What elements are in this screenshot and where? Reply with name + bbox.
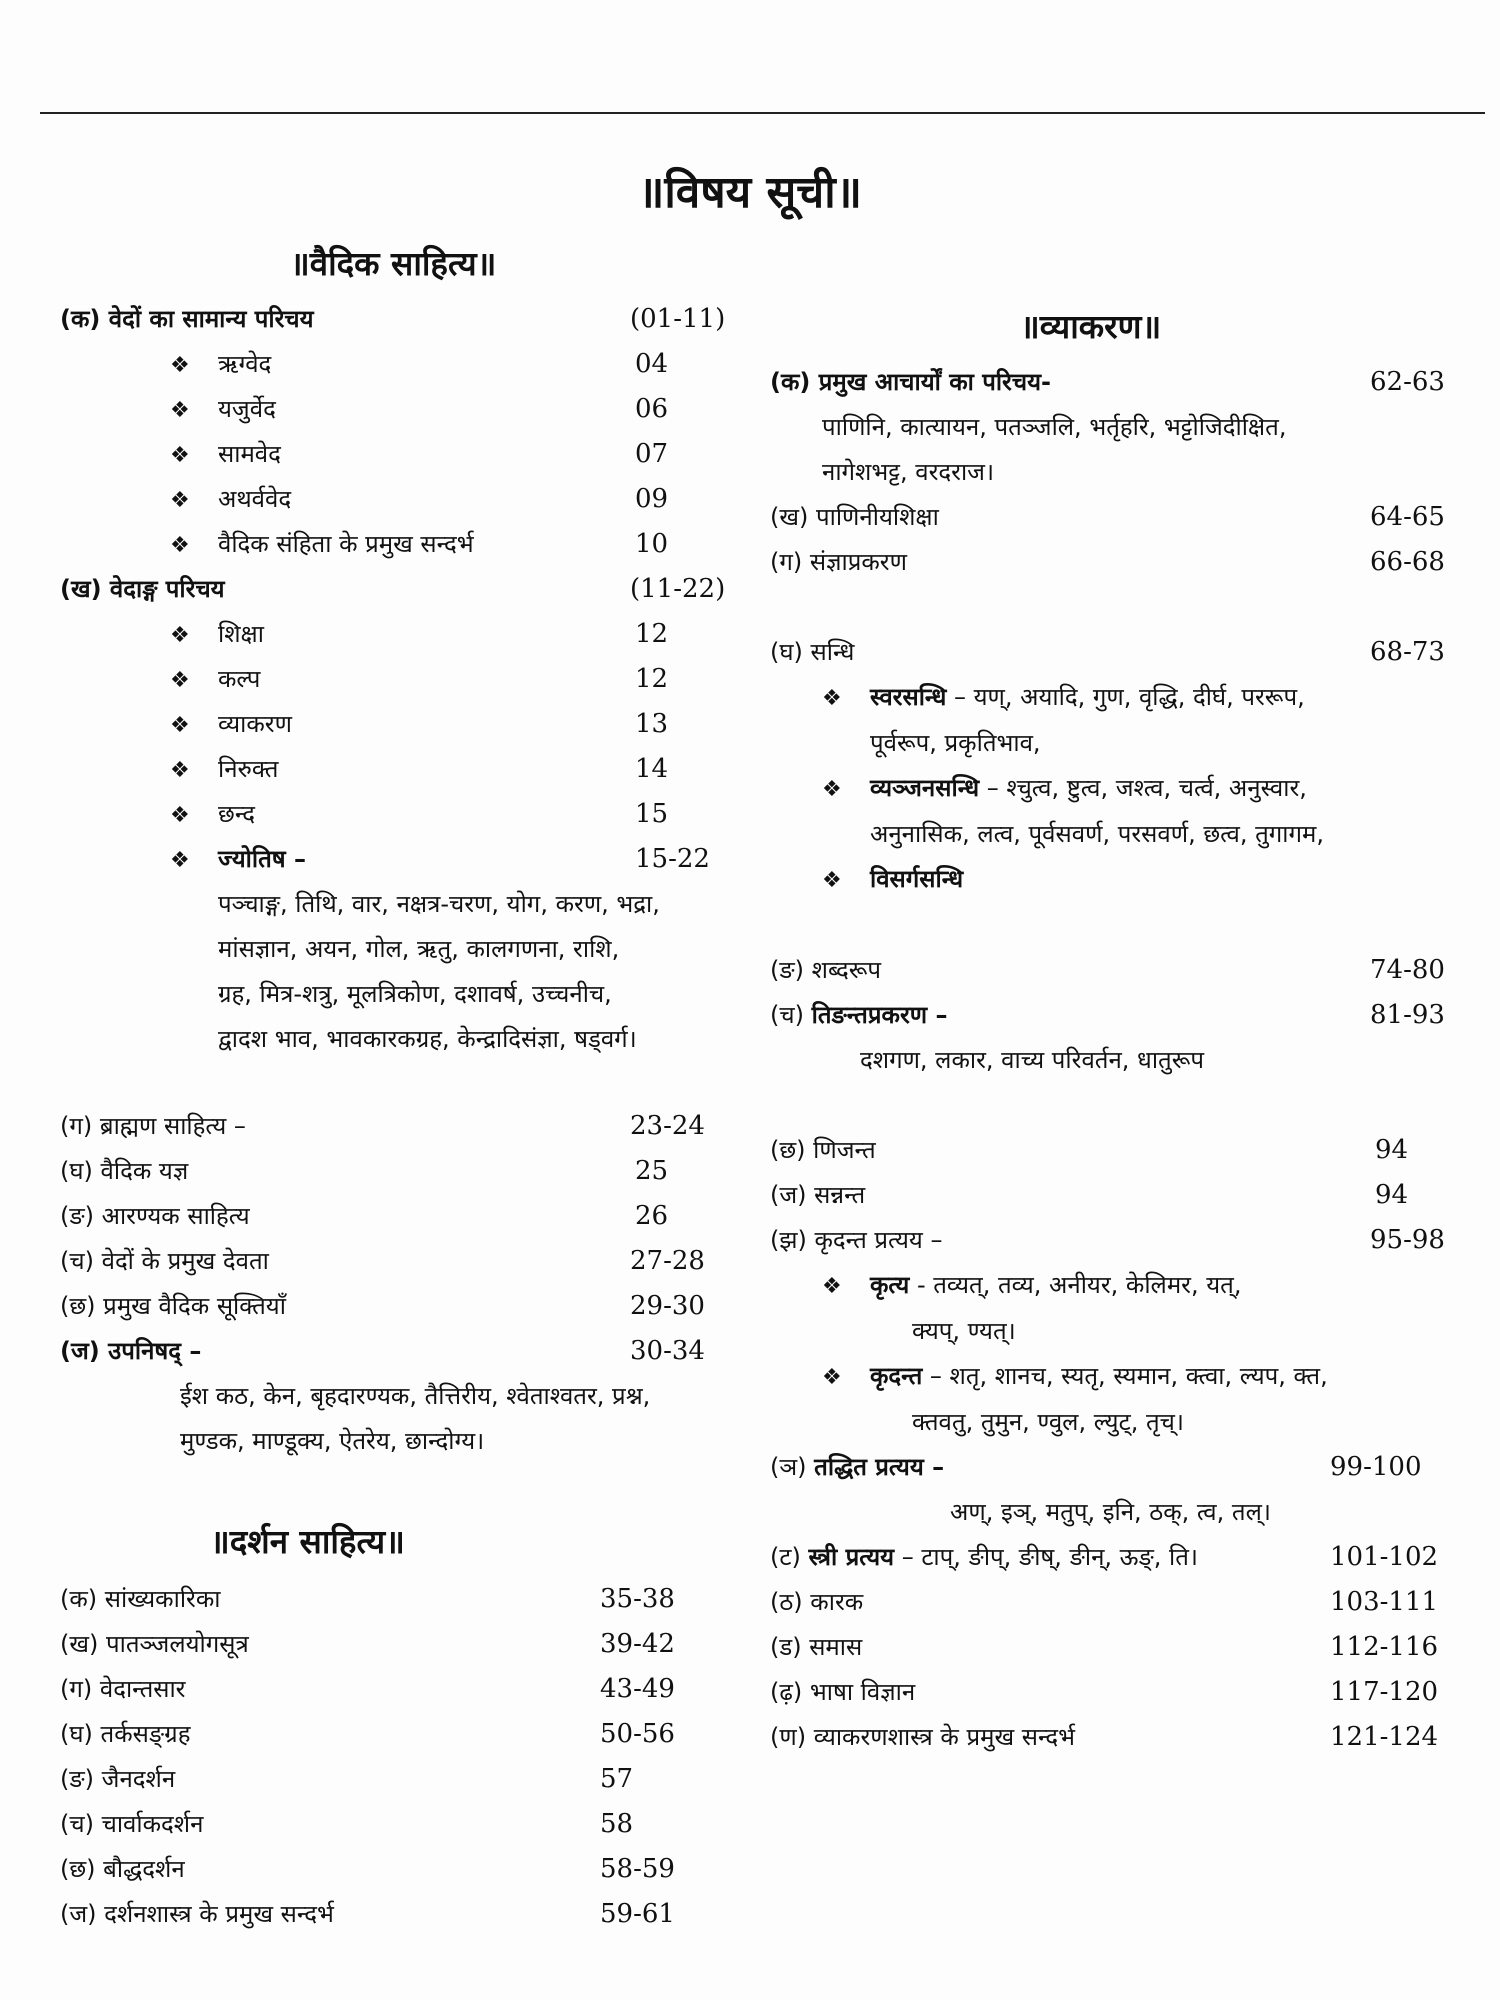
toc-row[interactable] [60,297,726,342]
toc-label: व्याकरण [218,710,292,738]
toc-row[interactable] [60,1802,700,1847]
toc-row[interactable] [60,1757,700,1802]
toc-row[interactable] [60,1329,720,1374]
darshan-column [60,1577,700,1937]
toc-subrow[interactable] [60,387,720,432]
diamond-bullet-icon: ❖ [822,1365,842,1390]
toc-subrow[interactable] [60,837,720,882]
toc-row[interactable] [60,1239,720,1284]
toc-pages: 43-49 [600,1674,675,1704]
toc-pages: 117-120 [1330,1677,1439,1707]
toc-prefix: (ञ) [770,1453,815,1481]
toc-row[interactable] [60,1667,700,1712]
topic-name: कृदन्त [870,1362,923,1390]
toc-row[interactable] [60,1149,720,1194]
detail-line: दशगण, लकार, वाच्य परिवर्तन, धातुरूप [860,1046,1204,1074]
toc-label: निरुक्त [218,755,279,783]
toc-label: (ढ़) भाषा विज्ञान [770,1678,916,1706]
toc-pages: 09 [635,484,669,514]
toc-label: (घ) वैदिक यज्ञ [60,1157,189,1185]
toc-label: (घ) सन्धि [770,638,855,666]
diamond-bullet-icon: ❖ [822,686,842,711]
toc-label: (ग) वेदान्तसार [60,1675,186,1703]
toc-prefix: (च) [770,1001,812,1029]
toc-row[interactable] [770,495,1470,540]
topic-name: कृत्य [870,1271,910,1299]
topic-detail: – श्चुत्व, ष्टुत्व, जश्त्व, चर्त्व, अनुस्वार, [979,774,1307,802]
toc-label: (ख) पाणिनीयशिक्षा [770,503,939,531]
toc-subrow[interactable] [60,612,720,657]
detail-line: मुण्डक, माण्डूक्य, ऐतरेय, छान्दोग्य। [180,1427,485,1455]
toc-row[interactable] [60,1622,700,1667]
toc-label: (च) चार्वाकदर्शन [60,1810,204,1838]
toc-label: (ग) संज्ञाप्रकरण [770,548,907,576]
toc-label: (ग) ब्राह्मण साहित्य – [60,1112,246,1140]
toc-label: (च) वेदों के प्रमुख देवता [60,1247,269,1275]
detail-line: पञ्चाङ्ग, तिथि, वार, नक्षत्र-चरण, योग, करण, भद्रा, [218,890,660,918]
toc-row[interactable] [770,1128,1470,1173]
diamond-bullet-icon: ❖ [822,868,842,893]
toc-label: (क) सांख्यकारिका [60,1585,221,1613]
diamond-bullet-icon: ❖ [170,533,190,558]
toc-label: (क) प्रमुख आचार्यों का परिचय- [770,368,1051,396]
kritya-item[interactable] [822,1263,1470,1309]
darshan-heading: ॥दर्शन साहित्य॥ [210,1522,405,1561]
toc-pages: 07 [635,439,669,469]
toc-label: छन्द [218,800,255,828]
toc-pages: 81-93 [1370,1000,1445,1030]
toc-pages: 95-98 [1370,1225,1445,1255]
diamond-bullet-icon: ❖ [170,623,190,648]
toc-label: स्त्री प्रत्यय [808,1543,895,1571]
kridanta-item[interactable] [822,1354,1470,1400]
toc-label: तिङन्तप्रकरण – [811,1001,948,1029]
toc-pages: 50-56 [600,1719,675,1749]
toc-label: (ज) उपनिषद् – [60,1337,202,1365]
detail-line: क्यप्, ण्यत्। [912,1317,1016,1345]
toc-pages: 26 [635,1201,669,1231]
toc-row[interactable] [770,1580,1470,1625]
detail-line: ईश कठ, केन, बृहदारण्यक, तैत्तिरीय, श्वेताश्वतर, प्रश्न, [180,1382,651,1410]
toc-label: (घ) तर्कसङ्ग्रह [60,1720,191,1748]
toc-pages: 99-100 [1330,1452,1422,1482]
toc-row[interactable] [770,1715,1470,1760]
svara-sandhi[interactable] [822,675,1470,721]
toc-label: (ज) सन्नन्त [770,1181,866,1209]
toc-pages: 15 [635,799,669,829]
toc-row[interactable] [770,360,1470,405]
toc-label: कल्प [218,665,261,693]
toc-subrow[interactable] [60,342,720,387]
toc-label: (ठ) कारक [770,1588,864,1616]
detail-line: ग्रह, मित्र-शत्रु, मूलत्रिकोण, दशावर्ष, उच्चनीच, [218,980,612,1008]
toc-label: ज्योतिष – [218,845,306,873]
toc-pages: 68-73 [1370,637,1445,667]
toc-row[interactable] [770,1625,1470,1670]
toc-label: (छ) णिजन्त [770,1136,876,1164]
toc-row[interactable] [60,1847,700,1892]
diamond-bullet-icon: ❖ [170,488,190,513]
toc-label: (ङ) शब्दरूप [770,956,881,984]
toc-pages: 25 [635,1156,669,1186]
toc-row[interactable] [60,1104,720,1149]
toc-subrow[interactable] [60,792,720,837]
toc-row[interactable] [60,567,726,612]
top-rule [40,112,1485,114]
toc-label: (झ) कृदन्त प्रत्यय – [770,1226,943,1254]
toc-subrow[interactable] [60,702,720,747]
sandhi-details [770,675,1470,903]
detail-line: मांसज्ञान, अयन, गोल, ऋतु, कालगणना, राशि, [218,935,620,963]
detail-line: पूर्वरूप, प्रकृतिभाव, [870,729,1041,757]
toc-pages: (01-11) [630,304,726,334]
toc-pages: 27-28 [630,1246,705,1276]
toc-pages: 59-61 [600,1899,675,1929]
acharya-details [770,405,1470,495]
toc-pages: 29-30 [630,1291,705,1321]
toc-pages: 10 [635,529,669,559]
toc-pages: 12 [635,664,669,694]
toc-pages: (11-22) [630,574,726,604]
topic-name: स्वरसन्धि [870,683,947,711]
toc-label: ऋग्वेद [218,350,272,378]
toc-pages: 58-59 [600,1854,675,1884]
topic-detail: – यण्, अयादि, गुण, वृद्धि, दीर्घ, पररूप, [946,683,1305,711]
toc-pages: 64-65 [1370,502,1445,532]
toc-label: (ड) समास [770,1633,863,1661]
vedic-heading: ॥वैदिक साहित्य॥ [290,244,497,283]
page-title: ॥विषय सूची॥ [638,167,862,218]
toc-label: तद्धित प्रत्यय – [814,1453,945,1481]
toc-subrow[interactable] [60,432,720,477]
toc-pages: 101-102 [1330,1542,1439,1572]
toc-row[interactable] [770,1173,1470,1218]
diamond-bullet-icon: ❖ [822,777,842,802]
toc-pages: 103-111 [1330,1587,1439,1617]
vedic-column [60,297,726,1464]
toc-pages: 14 [635,754,669,784]
kridanta-details [770,1263,1470,1445]
toc-subrow[interactable] [60,522,720,567]
toc-pages: 13 [635,709,669,739]
detail-line: पाणिनि, कात्यायन, पतञ्जलि, भर्तृहरि, भट्टोजिदीक्षित, [822,413,1287,441]
toc-subrow[interactable] [60,657,720,702]
toc-label: (ज) दर्शनशास्त्र के प्रमुख सन्दर्भ [60,1900,334,1928]
visarga-sandhi[interactable] [822,857,1470,903]
toc-label: अथर्ववेद [218,485,292,513]
toc-pages: 57 [600,1764,634,1794]
toc-row[interactable] [770,1218,1470,1263]
diamond-bullet-icon: ❖ [170,713,190,738]
topic-detail: - तव्यत्, तव्य, अनीयर, केलिमर, यत्, [909,1271,1242,1299]
toc-pages: 15-22 [635,844,710,874]
toc-label: (ख) पातञ्जलयोगसूत्र [60,1630,249,1658]
topic-name: व्यञ्जनसन्धि [870,774,980,802]
toc-row[interactable] [770,1670,1470,1715]
toc-row[interactable] [770,1535,1470,1580]
toc-pages: 39-42 [600,1629,675,1659]
jyotish-details [60,882,720,1062]
topic-detail: – शतृ, शानच, स्यतृ, स्यमान, क्त्वा, ल्यप, क्त, [922,1362,1328,1390]
toc-row[interactable] [60,1892,700,1937]
toc-row[interactable] [770,540,1470,585]
toc-row[interactable] [60,1577,700,1622]
toc-pages: 23-24 [630,1111,705,1141]
toc-row[interactable] [60,1284,720,1329]
toc-row[interactable] [60,1194,720,1239]
detail-line: अनुनासिक, लत्व, पूर्वसवर्ण, परसवर्ण, छत्व, तुगागम, [870,820,1325,848]
diamond-bullet-icon: ❖ [170,803,190,828]
diamond-bullet-icon: ❖ [170,758,190,783]
toc-label: (छ) प्रमुख वैदिक सूक्तियाँ [60,1292,286,1320]
diamond-bullet-icon: ❖ [170,668,190,693]
toc-label: (ण) व्याकरणशास्त्र के प्रमुख सन्दर्भ [770,1723,1075,1751]
toc-pages: 35-38 [600,1584,675,1614]
diamond-bullet-icon: ❖ [170,443,190,468]
vyakaran-heading: ॥व्याकरण॥ [1020,307,1162,346]
toc-pages: 94 [1375,1135,1409,1165]
detail-line: नागेशभट्ट, वरदराज। [822,458,995,486]
toc-subrow[interactable] [60,747,720,792]
toc-label: सामवेद [218,440,281,468]
toc-row[interactable] [770,1445,1470,1490]
vyakaran-column [770,360,1470,1760]
toc-row[interactable] [60,1712,700,1757]
toc-label: (ङ) जैनदर्शन [60,1765,176,1793]
detail-line: अण्, इञ्, मतुप्, इनि, ठक्, त्व, तल्। [950,1498,1271,1526]
toc-pages: 30-34 [630,1336,705,1366]
toc-label: वैदिक संहिता के प्रमुख सन्दर्भ [218,530,474,558]
toc-row[interactable] [770,630,1470,675]
vyanjana-sandhi[interactable] [822,766,1470,812]
toc-label: (क) वेदों का सामान्य परिचय [60,305,314,333]
topic-name: विसर्गसन्धि [870,865,964,893]
upanishad-details [60,1374,720,1464]
toc-pages: 74-80 [1370,955,1445,985]
toc-label-rest: – टाप्, ङीप्, ङीष्, ङीन्, ऊङ्, ति। [894,1543,1199,1571]
toc-pages: 66-68 [1370,547,1445,577]
toc-pages: 04 [635,349,669,379]
diamond-bullet-icon: ❖ [170,353,190,378]
toc-pages: 58 [600,1809,634,1839]
diamond-bullet-icon: ❖ [170,848,190,873]
toc-pages: 121-124 [1330,1722,1439,1752]
diamond-bullet-icon: ❖ [822,1274,842,1299]
toc-label: (छ) बौद्धदर्शन [60,1855,185,1883]
toc-label: यजुर्वेद [218,395,276,423]
toc-row[interactable] [770,993,1470,1038]
toc-row[interactable] [770,948,1470,993]
toc-subrow[interactable] [60,477,720,522]
toc-prefix: (ट) [770,1543,809,1571]
detail-line: द्वादश भाव, भावकारकग्रह, केन्द्रादिसंज्ञा, षड्वर्ग। [218,1025,637,1053]
detail-line: क्तवतु, तुमुन, ण्वुल, ल्युट्, तृच्। [912,1408,1184,1436]
diamond-bullet-icon: ❖ [170,398,190,423]
toc-label: शिक्षा [218,620,264,648]
toc-pages: 112-116 [1330,1632,1439,1662]
toc-pages: 12 [635,619,669,649]
toc-pages: 94 [1375,1180,1409,1210]
toc-label: (ख) वेदाङ्ग परिचय [60,575,225,603]
toc-pages: 06 [635,394,669,424]
toc-label: (ङ) आरण्यक साहित्य [60,1202,250,1230]
toc-pages: 62-63 [1370,367,1445,397]
